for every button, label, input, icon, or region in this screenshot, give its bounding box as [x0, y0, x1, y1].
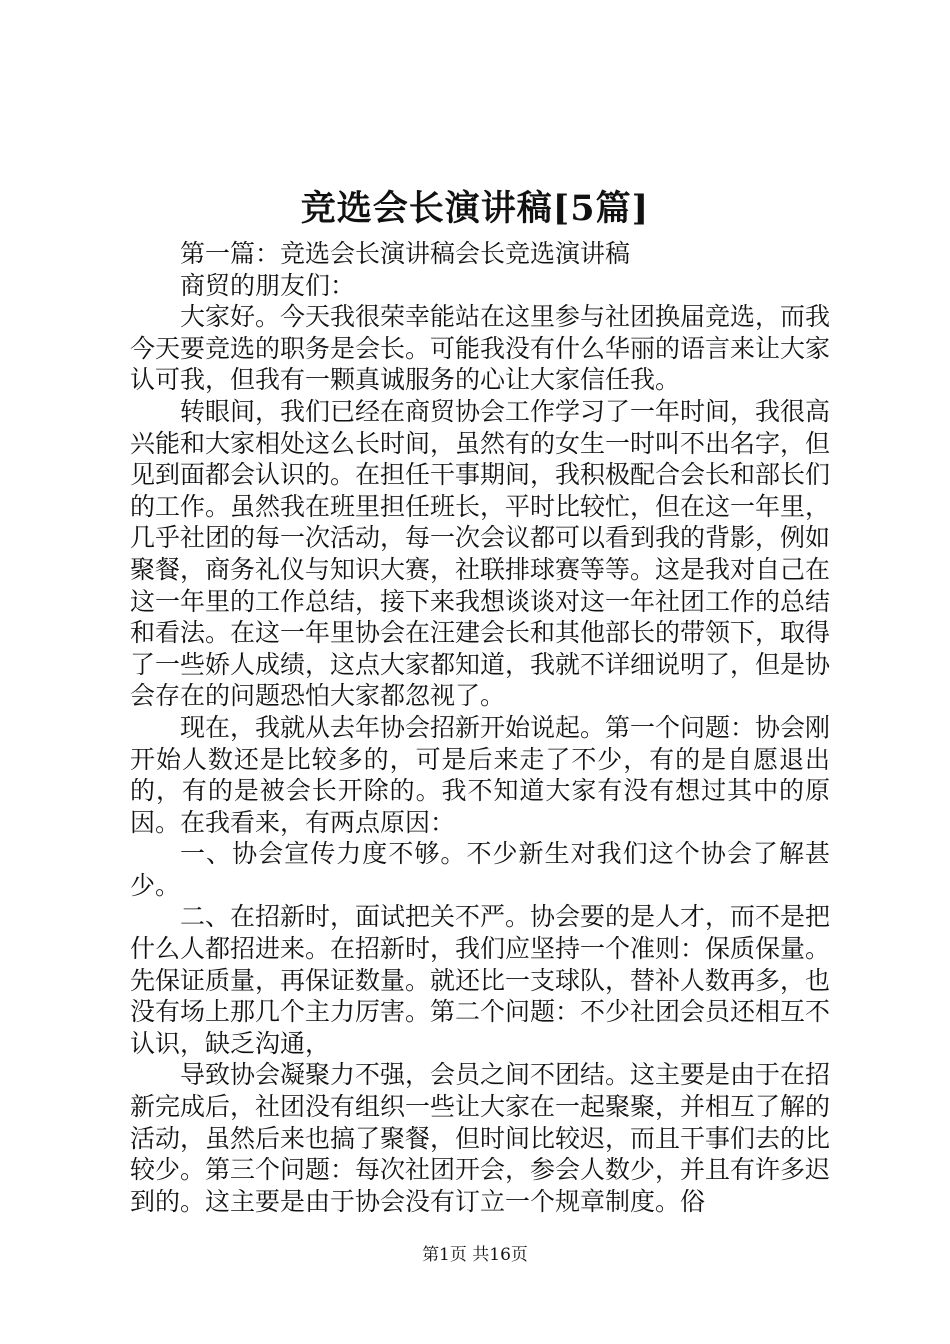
- paragraph: 大家好。今天我很荣幸能站在这里参与社团换届竞选，而我今天要竞选的职务是会长。可能我没有什么华丽的语言来让大家认可我，但我有一颗真诚服务的心让大家信任我。: [130, 302, 831, 395]
- paragraph: 转眼间，我们已经在商贸协会工作学习了一年时间，我很高兴能和大家相处这么长时间，虽然有的女生一时叫不出名字，但见到面都会认识的。在担任干事期间，我积极配合会长和部长们的工作。虽然我在班里担任班长，平时比较忙，但在这一年里，几乎社团的每一次活动，每一次会议都可以看到我的背影，例如聚餐，商务礼仪与知识大赛，社联排球赛等等。这是我对自己在这一年里的工作总结，接下来我想谈谈对这一年社团工作的总结和看法。在这一年里协会在汪建会长和其他部长的带领下，取得了一些娇人成绩，这点大家都知道，我就不详细说明了，但是协会存在的问题恐怕大家都忽视了。: [130, 396, 831, 711]
- paragraph: 一、协会宣传力度不够。不少新生对我们这个协会了解甚少。: [130, 839, 830, 900]
- document-title: 竞选会长演讲稿[5篇]: [300, 188, 650, 229]
- paragraph: 现在，我就从去年协会招新开始说起。第一个问题：协会刚开始人数还是比较多的，可是后来走了不少，有的是自愿退出的，有的是被会长开除的。我不知道大家有没有想过其中的原因。在我看来，有两点原因：: [130, 712, 831, 837]
- page-number-footer: 第1页 共16页: [422, 1245, 528, 1265]
- paragraph-salutation: 商贸的朋友们：: [180, 270, 356, 300]
- paragraph: 导致协会凝聚力不强，会员之间不团结。这主要是由于在招新完成后，社团没有组织一些让大家在一起聚聚，并相互了解的活动，虽然后来也搞了聚餐，但时间比较迟，而且干事们去的比较少。第三个问题：每次社团开会，参会人数少，并且有许多迟到的。这主要是由于协会没有订立一个规章制度。俗: [130, 1060, 831, 1216]
- document-body: [130, 238, 830, 1217]
- paragraph-heading: 第一篇：竞选会长演讲稿会长竞选演讲稿: [180, 239, 631, 268]
- paragraph: 二、在招新时，面试把关不严。协会要的是人才，而不是把什么人都招进来。在招新时，我们应坚持一个准则：保质保量。先保证质量，再保证数量。就还比一支球队，替补人数再多，也没有场上那几个主力厉害。第二个问题：不少社团会员还相互不认识，缺乏沟通，: [130, 902, 831, 1058]
